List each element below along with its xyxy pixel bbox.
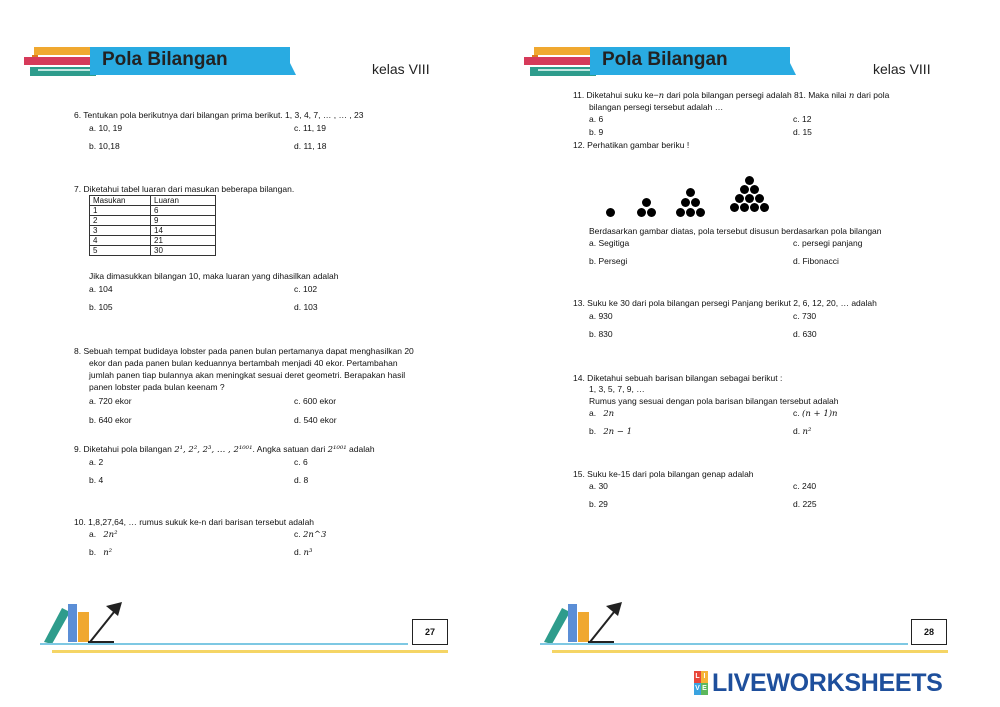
q7-option-d[interactable]: d. 103 <box>294 302 318 312</box>
q12-option-c[interactable]: c. persegi panjang <box>793 238 863 248</box>
q11-option-d[interactable]: d. 15 <box>793 127 812 137</box>
question-8-line4: panen lobster pada bulan keenam ? <box>89 382 225 392</box>
q11-option-a[interactable]: a. 6 <box>589 114 604 124</box>
q12-option-d[interactable]: d. Fibonacci <box>793 256 839 266</box>
table-header-output: Luaran <box>151 196 216 206</box>
question-15: 15. Suku ke-15 dari pola bilangan genap adalah <box>573 469 754 479</box>
q10-option-b[interactable]: b. n² <box>89 547 113 558</box>
table-row: 3 14 <box>90 226 216 236</box>
footer-line-blue <box>40 643 408 645</box>
q13-option-b[interactable]: b. 830 <box>589 329 613 339</box>
q15-option-a[interactable]: a. 30 <box>589 481 608 491</box>
q15-option-c[interactable]: c. 240 <box>793 481 817 491</box>
header-title: Pola Bilangan <box>102 49 228 70</box>
table-row: 4 21 <box>90 236 216 246</box>
table-header-input: Masukan <box>90 196 151 206</box>
triangle-dots-figure <box>600 170 780 220</box>
q11-option-c[interactable]: c. 12 <box>793 114 812 124</box>
q13-option-c[interactable]: c. 730 <box>793 311 817 321</box>
books-lamp-icon <box>40 598 130 646</box>
q7-option-c[interactable]: c. 102 <box>294 284 318 294</box>
q14-sequence: 1, 3, 5, 7, 9, … <box>589 384 645 394</box>
q12-option-a[interactable]: a. Segitiga <box>589 238 630 248</box>
q9-option-b[interactable]: b. 4 <box>89 475 104 485</box>
q7-option-a[interactable]: a. 104 <box>89 284 113 294</box>
q12-followup: Berdasarkan gambar diatas, pola tersebut disusun berdasarkan pola bilangan <box>589 226 882 236</box>
q14-rule: Rumus yang sesuai dengan pola barisan bilangan tersebut adalah <box>589 396 839 406</box>
q9-option-d[interactable]: d. 8 <box>294 475 309 485</box>
question-6: 6. Tentukan pola berikutnya dari bilangan prima berikut. 1, 3, 4, 7, … , … , 23 <box>74 110 364 120</box>
header-banner <box>90 47 290 75</box>
live-badge-icon: L I V E <box>694 671 708 695</box>
q9-option-c[interactable]: c. 6 <box>294 457 308 467</box>
q15-option-d[interactable]: d. 225 <box>793 499 817 509</box>
page-28 <box>500 0 1000 707</box>
q15-option-b[interactable]: b. 29 <box>589 499 608 509</box>
q9-option-a[interactable]: a. 2 <box>89 457 104 467</box>
footer-line-yellow <box>52 650 448 653</box>
q14-option-b[interactable]: b. 2n − 1 <box>589 426 633 437</box>
q8-option-b[interactable]: b. 640 ekor <box>89 415 132 425</box>
q12-option-b[interactable]: b. Persegi <box>589 256 628 266</box>
q6-option-b[interactable]: b. 10,18 <box>89 141 120 151</box>
q6-option-c[interactable]: c. 11, 19 <box>294 123 326 133</box>
q14-option-d[interactable]: d. n² <box>793 426 812 437</box>
class-label: kelas VIII <box>372 61 430 77</box>
header-banner <box>590 47 790 75</box>
table-row: 1 6 <box>90 206 216 216</box>
q10-option-d[interactable]: d. n³ <box>294 547 313 558</box>
page-number: 27 <box>412 619 448 645</box>
question-9: 9. Diketahui pola bilangan 2¹, 2², 2³, … , 2¹⁰⁰¹. Angka satuan dari 2¹⁰⁰¹ adalah <box>74 444 375 455</box>
table-row: 2 9 <box>90 216 216 226</box>
q14-option-c[interactable]: c. (n + 1)n <box>793 408 838 419</box>
footer-line-yellow <box>552 650 948 653</box>
class-label: kelas VIII <box>873 61 931 77</box>
question-7: 7. Diketahui tabel luaran dari masukan beberapa bilangan. <box>74 184 295 194</box>
q8-option-d[interactable]: d. 540 ekor <box>294 415 337 425</box>
question-13: 13. Suku ke 30 dari pola bilangan persegi Panjang berikut 2, 6, 12, 20, … adalah <box>573 298 877 308</box>
input-output-table <box>89 195 216 256</box>
question-12: 12. Perhatikan gambar beriku ! <box>573 140 690 150</box>
q6-option-a[interactable]: a. 10, 19 <box>89 123 123 133</box>
question-8-line1: 8. Sebuah tempat budidaya lobster pada panen bulan pertamanya dapat menghasilkan 20 <box>74 346 414 356</box>
books-lamp-icon <box>540 598 630 646</box>
q7-option-b[interactable]: b. 105 <box>89 302 113 312</box>
question-8-line2: ekor dan pada panen bulan keduannya bertambah menjadi 40 ekor. Pertambahan <box>89 358 398 368</box>
header-title: Pola Bilangan <box>602 49 728 70</box>
question-10: 10. 1,8,27,64, … rumus sukuk ke-n dari barisan tersebut adalah <box>74 517 315 527</box>
q11-option-b[interactable]: b. 9 <box>589 127 604 137</box>
q13-option-d[interactable]: d. 630 <box>793 329 817 339</box>
question-11-line2: bilangan persegi tersebut adalah … <box>589 102 724 112</box>
question-8-line3: jumlah panen tiap bulannya akan meningkat sesuai deret geometri. Berapakan hasil <box>89 370 406 380</box>
question-11-line1: 11. Diketahui suku ke−n dari pola bilangan persegi adalah 81. Maka nilai n dari pola <box>573 90 890 101</box>
watermark-text: LIVEWORKSHEETS <box>712 669 943 697</box>
page-number: 28 <box>911 619 947 645</box>
q8-option-c[interactable]: c. 600 ekor <box>294 396 337 406</box>
table-row: 5 30 <box>90 246 216 256</box>
q10-option-a[interactable]: a. 2n² <box>89 529 118 540</box>
q14-option-a[interactable]: a. 2n <box>589 408 615 419</box>
q8-option-a[interactable]: a. 720 ekor <box>89 396 132 406</box>
q10-option-c[interactable]: c. 2n^3 <box>294 529 327 540</box>
q13-option-a[interactable]: a. 930 <box>589 311 613 321</box>
footer-line-blue <box>540 643 908 645</box>
q7-followup: Jika dimasukkan bilangan 10, maka luaran yang dihasilkan adalah <box>89 271 339 281</box>
question-14: 14. Diketahui sebuah barisan bilangan sebagai berikut : <box>573 373 783 383</box>
q6-option-d[interactable]: d. 11, 18 <box>294 141 327 151</box>
